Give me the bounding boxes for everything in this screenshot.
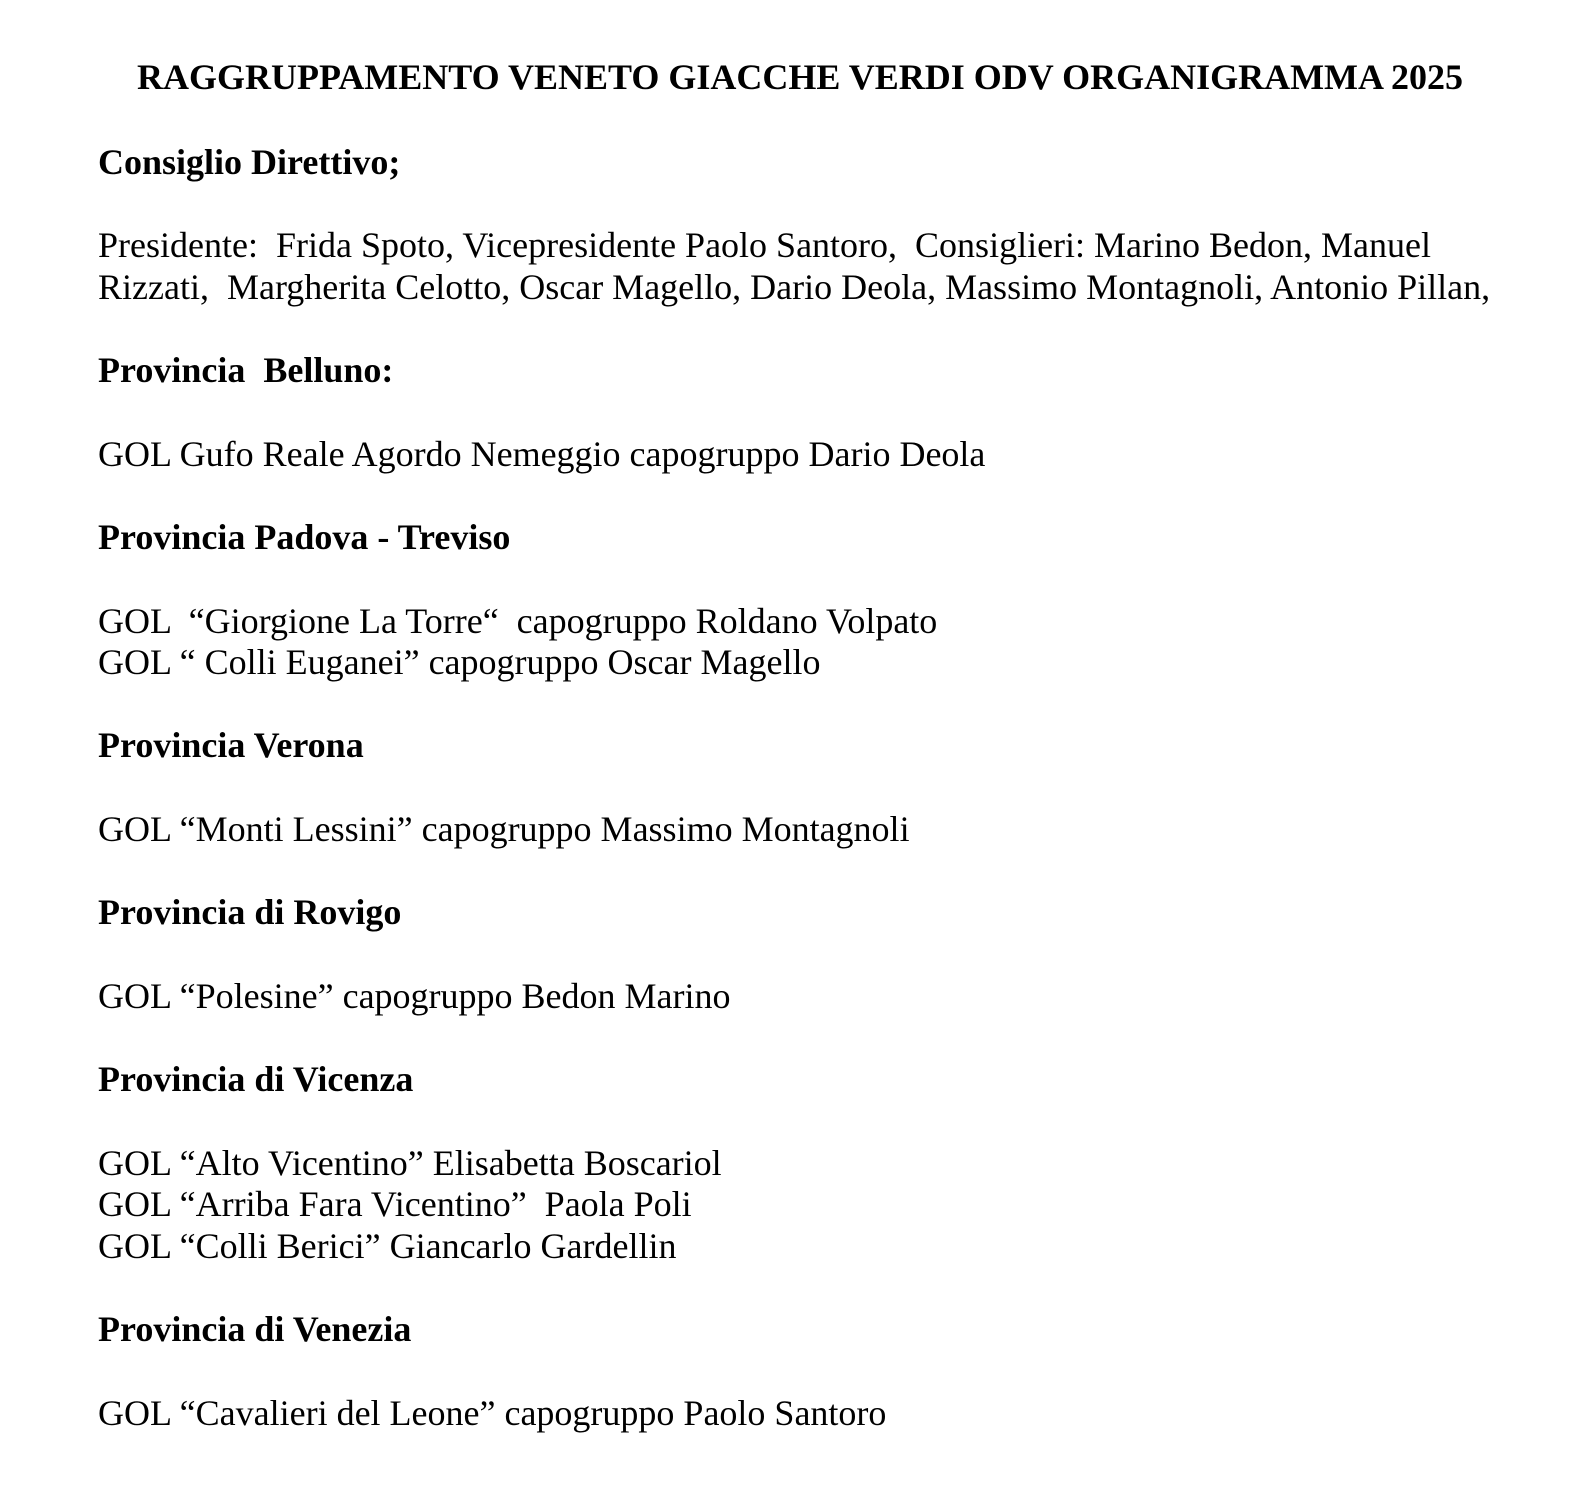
province-heading-vicenza: Provincia di Vicenza — [98, 1059, 414, 1099]
group-line: GOL “Monti Lessini” capogruppo Massimo Montagnoli — [98, 809, 910, 849]
province-heading-padova-treviso: Provincia Padova - Treviso — [98, 517, 511, 557]
group-line: GOL “Colli Berici” Giancarlo Gardellin — [98, 1226, 677, 1266]
province-heading-belluno: Provincia Belluno: — [98, 350, 394, 390]
group-line: GOL “ Colli Euganei” capogruppo Oscar Magello — [98, 642, 821, 682]
group-line: GOL “Giorgione La Torre“ capogruppo Roldano Volpato — [98, 601, 938, 641]
province-heading-venezia: Provincia di Venezia — [98, 1309, 412, 1349]
document-title: RAGGRUPPAMENTO VENETO GIACCHE VERDI ODV ORGANIGRAMMA 2025 — [136, 57, 1464, 97]
group-line: GOL “Cavalieri del Leone” capogruppo Paolo Santoro — [98, 1393, 887, 1433]
consiglio-heading: Consiglio Direttivo; — [98, 142, 401, 182]
consiglio-line: Presidente: Frida Spoto, Vicepresidente Paolo Santoro, Consiglieri: Marino Bedon, Manuel — [98, 225, 1431, 265]
group-line: GOL “Polesine” capogruppo Bedon Marino — [98, 976, 731, 1016]
province-heading-rovigo: Provincia di Rovigo — [98, 892, 402, 932]
consiglio-line: Rizzati, Margherita Celotto, Oscar Magello, Dario Deola, Massimo Montagnoli, Antonio Pillan, — [98, 267, 1491, 307]
group-line: GOL “Arriba Fara Vicentino” Paola Poli — [98, 1184, 692, 1224]
group-line: GOL “Alto Vicentino” Elisabetta Boscariol — [98, 1143, 722, 1183]
province-heading-verona: Provincia Verona — [98, 725, 364, 765]
group-line: GOL Gufo Reale Agordo Nemeggio capogruppo Dario Deola — [98, 434, 986, 474]
